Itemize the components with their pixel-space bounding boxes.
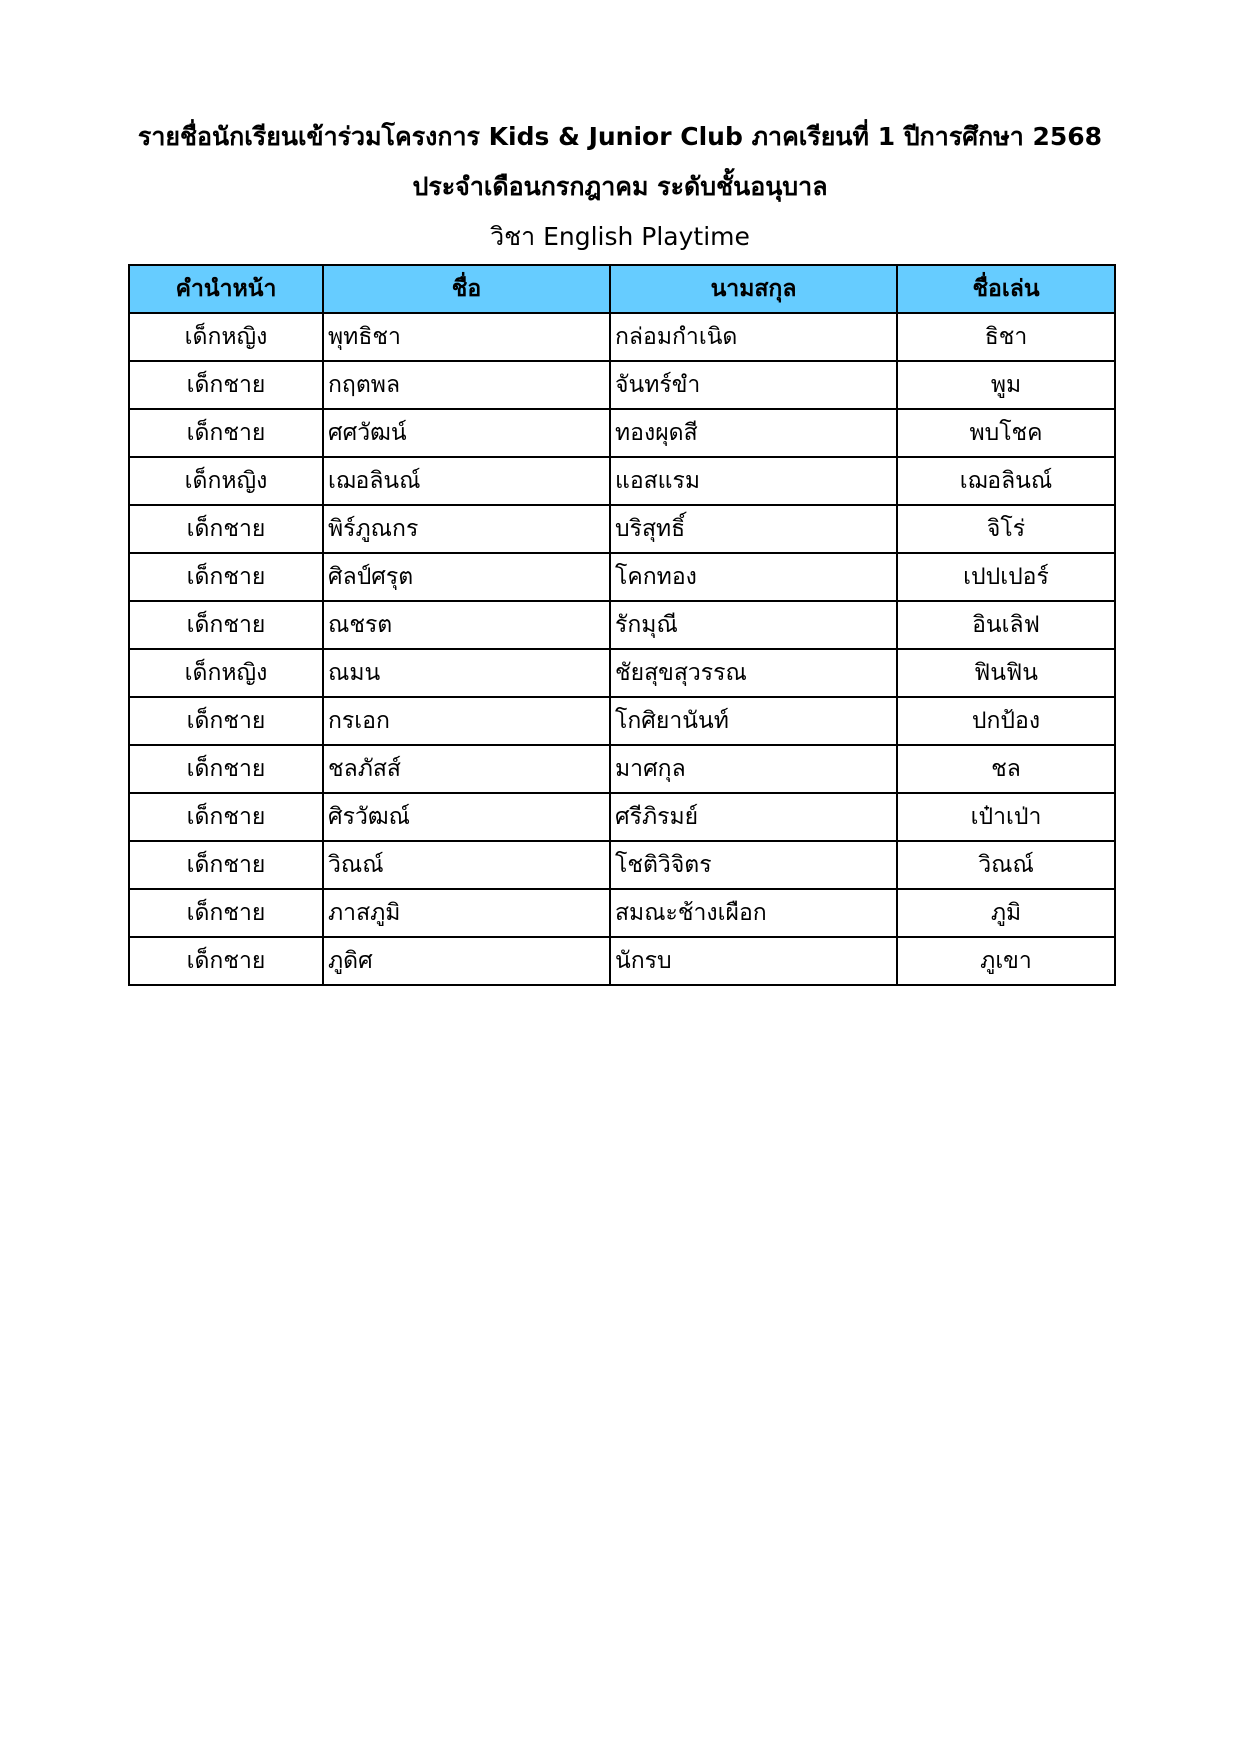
cell-prefix: เด็กชาย (129, 793, 323, 841)
header-last-name: นามสกุล (610, 265, 897, 313)
cell-nickname: ธิชา (897, 313, 1115, 361)
cell-prefix: เด็กชาย (129, 409, 323, 457)
cell-nickname: เปปเปอร์ (897, 553, 1115, 601)
table-header (129, 265, 1115, 313)
table-row (129, 409, 1115, 457)
cell-nickname: เป๋าเป่า (897, 793, 1115, 841)
cell-nickname: ภูเขา (897, 937, 1115, 985)
cell-nickname: เฌอลินณ์ (897, 457, 1115, 505)
cell-first-name: ภาสภูมิ (323, 889, 610, 937)
cell-prefix: เด็กหญิง (129, 313, 323, 361)
cell-prefix: เด็กชาย (129, 889, 323, 937)
cell-first-name: ณชรต (323, 601, 610, 649)
header-nickname: ชื่อเล่น (897, 265, 1115, 313)
table-row (129, 841, 1115, 889)
subject-title: วิชา English Playtime (490, 222, 750, 251)
cell-last-name: โกศิยานันท์ (610, 697, 897, 745)
cell-first-name: ชลภัสส์ (323, 745, 610, 793)
cell-nickname: วิณณ์ (897, 841, 1115, 889)
cell-first-name: วิณณ์ (323, 841, 610, 889)
cell-first-name: พุทธิชา (323, 313, 610, 361)
cell-last-name: โชติวิจิตร (610, 841, 897, 889)
cell-last-name: สมณะช้างเผือก (610, 889, 897, 937)
table-row (129, 937, 1115, 985)
table-row (129, 457, 1115, 505)
cell-nickname: พูม (897, 361, 1115, 409)
cell-last-name: ศรีภิรมย์ (610, 793, 897, 841)
cell-last-name: ทองผุดสี (610, 409, 897, 457)
cell-prefix: เด็กชาย (129, 361, 323, 409)
student-roster-table (128, 264, 1116, 986)
table-body (129, 313, 1115, 985)
table-header-row (129, 265, 1115, 313)
cell-nickname: ชล (897, 745, 1115, 793)
cell-first-name: ศิลป์ศรุต (323, 553, 610, 601)
cell-prefix: เด็กหญิง (129, 457, 323, 505)
cell-first-name: ณมน (323, 649, 610, 697)
table-row (129, 649, 1115, 697)
cell-first-name: ภูดิศ (323, 937, 610, 985)
cell-nickname: ภูมิ (897, 889, 1115, 937)
cell-prefix: เด็กชาย (129, 601, 323, 649)
cell-last-name: นักรบ (610, 937, 897, 985)
cell-first-name: ศิรวัฒณ์ (323, 793, 610, 841)
cell-nickname: พบโชค (897, 409, 1115, 457)
cell-first-name: ศศวัฒน์ (323, 409, 610, 457)
cell-nickname: ปกป้อง (897, 697, 1115, 745)
table-row (129, 889, 1115, 937)
cell-first-name: กฤตพล (323, 361, 610, 409)
document-title: รายชื่อนักเรียนเข้าร่วมโครงการ Kids & Junior Club ภาคเรียนที่ 1 ปีการศึกษา 2568 (137, 122, 1103, 151)
cell-prefix: เด็กชาย (129, 505, 323, 553)
cell-last-name: มาศกุล (610, 745, 897, 793)
cell-first-name: เฌอลินณ์ (323, 457, 610, 505)
header-first-name: ชื่อ (323, 265, 610, 313)
table-row (129, 601, 1115, 649)
cell-last-name: กล่อมกำเนิด (610, 313, 897, 361)
cell-prefix: เด็กชาย (129, 937, 323, 985)
document-subtitle: ประจำเดือนกรกฎาคม ระดับชั้นอนุบาล (412, 172, 828, 201)
cell-first-name: พิร์ภูณกร (323, 505, 610, 553)
table-row (129, 505, 1115, 553)
cell-prefix: เด็กชาย (129, 745, 323, 793)
document-title-block (0, 112, 1240, 262)
table-row (129, 361, 1115, 409)
table-row (129, 313, 1115, 361)
cell-nickname: อินเลิฟ (897, 601, 1115, 649)
cell-prefix: เด็กชาย (129, 841, 323, 889)
cell-last-name: ชัยสุขสุวรรณ (610, 649, 897, 697)
cell-nickname: จิโร่ (897, 505, 1115, 553)
cell-nickname: ฟินฟิน (897, 649, 1115, 697)
cell-prefix: เด็กหญิง (129, 649, 323, 697)
cell-last-name: แอสแรม (610, 457, 897, 505)
table-row (129, 793, 1115, 841)
cell-last-name: โคกทอง (610, 553, 897, 601)
table-row (129, 697, 1115, 745)
table-row (129, 553, 1115, 601)
table-row (129, 745, 1115, 793)
cell-prefix: เด็กชาย (129, 697, 323, 745)
cell-last-name: จันทร์ขำ (610, 361, 897, 409)
cell-last-name: บริสุทธิ์ (610, 505, 897, 553)
cell-first-name: กรเอก (323, 697, 610, 745)
cell-prefix: เด็กชาย (129, 553, 323, 601)
header-prefix: คำนำหน้า (129, 265, 323, 313)
cell-last-name: รักมุณี (610, 601, 897, 649)
